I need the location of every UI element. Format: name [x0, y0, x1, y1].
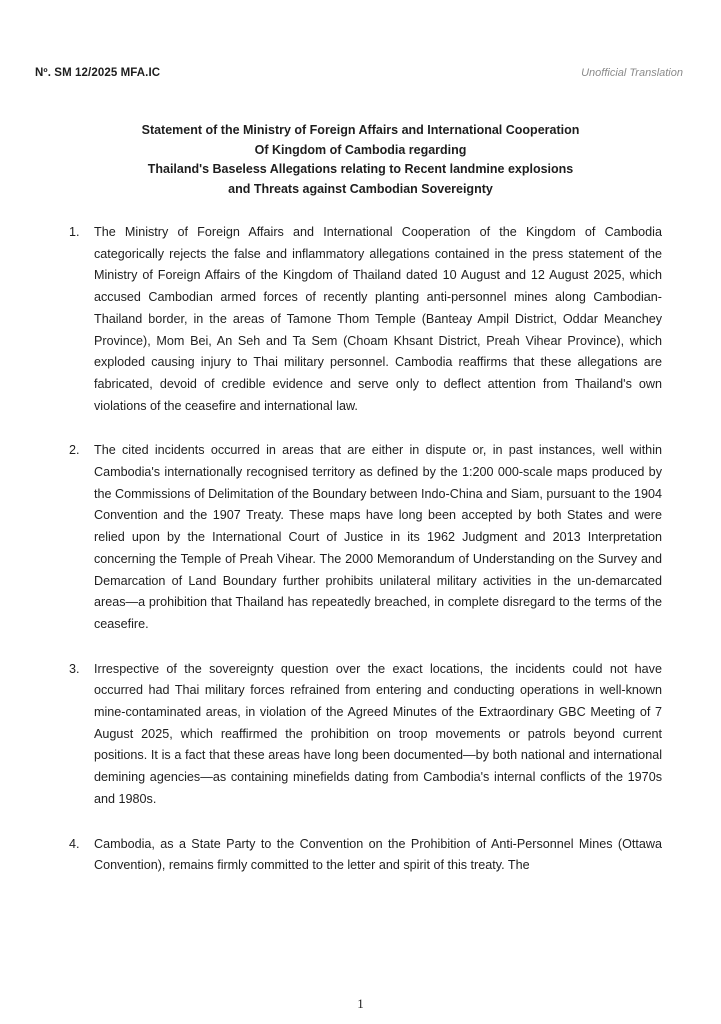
paragraph-text: The Ministry of Foreign Affairs and International Cooperation of the Kingdom of Cambodia categorically rejects the false and inflammatory allegations contained in the press statement of the Ministry of Foreign Affairs of the Kingdom of Thailand dated 10 August and 12 August 2025, which accused Cambodian armed forces of recently planting anti-personnel mines along Cambodian-Thailand border, in the areas of Tamone Thom Temple (Banteay Ampil District, Oddar Meanchey Province), Mom Bei, An Seh and Ta Sem (Choam Khsant District, Preah Vihear Province), which exploded causing injury to Thai military personnel. Cambodia reaffirms that these allegations are fabricated, devoid of credible evidence and serve only to deflect attention from Thailand's own violations of the ceasefire and international law.: [94, 225, 662, 413]
paragraph-item: [0, 222, 721, 417]
statement-title: [60, 121, 661, 199]
paragraph-number: 1.: [69, 225, 80, 239]
page-number: 1: [357, 996, 364, 1011]
title-line: Thailand's Baseless Allegations relating to Recent landmine explosions: [147, 162, 574, 176]
paragraph-text: Cambodia, as a State Party to the Convention on the Prohibition of Anti-Personnel Mines (Ottawa Convention), remains firmly committed to the letter and spirit of this treaty. The: [94, 836, 662, 873]
numbered-paragraph-list: [0, 222, 721, 900]
paragraph-text: The cited incidents occurred in areas that are either in dispute or, in past instances, well within Cambodia's internationally recognised territory as defined by the 1:200 000-scale maps produced by the Commissions of Delimitation of the Boundary between Indo-China and Siam, pursuant to the 1904 Convention and the 1907 Treaty. These maps have long been accepted by both States and were relied upon by the International Court of Justice in its 1962 Judgment and 2013 Interpretation concerning the Temple of Preah Vihear. The 2000 Memorandum of Understanding on the Survey and Demarcation of Land Boundary further prohibits unilateral military activities in the un-demarcated areas—a prohibition that Thailand has repeatedly breached, in complete disregard to the terms of the ceasefire.: [94, 443, 662, 631]
title-line: Of Kingdom of Cambodia regarding: [254, 142, 467, 157]
paragraph-item: [0, 659, 721, 811]
paragraph-item: [0, 834, 721, 877]
title-line: and Threats against Cambodian Sovereignty: [228, 181, 493, 196]
document-reference-number: Nº. SM 12/2025 MFA.IC: [35, 67, 161, 79]
paragraph-number: 4.: [69, 836, 80, 851]
paragraph-text: Irrespective of the sovereignty question over the exact locations, the incidents could not have occurred had Thai military forces refrained from entering and conducting operations in well-known mine-contaminated areas, in violation of the Agreed Minutes of the Extraordinary GBC Meeting of 7 August 2025, which reaffirmed the prohibition on troop movements or patrols beyond current positions. It is a fact that these areas have long been documented—by both national and international demining agencies—as containing minefields dating from Cambodia's internal conflicts of the 1970s and 1980s.: [94, 661, 662, 806]
paragraph-number: 3.: [69, 661, 80, 676]
title-line: Statement of the Ministry of Foreign Affairs and International Cooperation: [141, 123, 580, 137]
paragraph-item: [0, 440, 721, 635]
unofficial-translation-label: Unofficial Translation: [581, 67, 683, 79]
paragraph-number: 2.: [69, 443, 80, 458]
